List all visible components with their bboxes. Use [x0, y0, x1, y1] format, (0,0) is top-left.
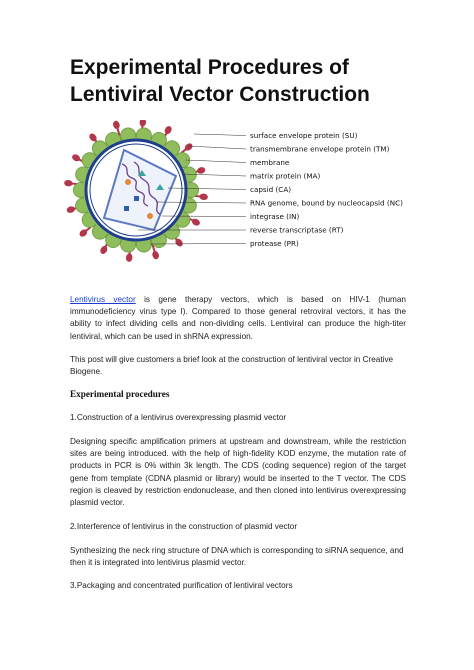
step-1-heading: 1.Construction of a lentivirus overexpressing plasmid vector [70, 413, 287, 422]
leader-line [186, 160, 246, 163]
surface-envelope-protein [199, 193, 208, 200]
surface-envelope-protein [196, 166, 206, 175]
step-3-heading: 3.Packaging and concentrated purification of lentiviral vectors [70, 581, 293, 590]
lentivirus-vector-link[interactable]: Lentivirus vector [70, 295, 136, 304]
surface-envelope-protein [112, 120, 121, 130]
intro-paragraph [70, 294, 406, 343]
surface-envelope-protein [64, 180, 73, 187]
intro-text: is gene therapy vectors, which is based on HIV-1 (human immunodeficiency virus type I). Compared to those general retroviral vectors, it has the ability to infect dividing cells and non-dividing cells. Lentiviral can produce the high-titer lentiviral, which can be used in shRNA expression. [70, 295, 406, 341]
protease-icon [147, 213, 153, 219]
leader-line [194, 134, 246, 136]
surface-envelope-protein [151, 250, 160, 260]
step-1-body: Designing specific amplification primers at upstream and downstream, while the restriction sites are being introduced. with the help of high-fidelity KOD enzyme, the mutation rate of products in PCR is 0% within 3k length. The CDS (coding sequence) region of the target gene from template (CDNA plasmid or library) would be inserted to the T vector. The CDS region is cleaved by restriction endonuclease, and then cloned into lentivirus overexpressing plasmid vector. [70, 437, 406, 508]
figure-label: reverse transcriptase (RT) [250, 225, 344, 235]
figure-label: transmembrane envelope protein (TM) [250, 144, 390, 154]
step-2-body: Synthesizing the neck ring structure of DNA which is corresponding to siRNA sequence, and then it is integrated into lentivirus plasmid vector. [70, 546, 404, 568]
figure-label: RNA genome, bound by nucleocapsid (NC) [250, 198, 403, 208]
reverse-transcriptase-icon [124, 206, 129, 211]
step-2-heading: 2.Interference of lentivirus in the construction of plasmid vector [70, 522, 298, 531]
figure-label: capsid (CA) [250, 185, 292, 194]
leader-line [188, 146, 246, 149]
page-title [70, 54, 410, 108]
protease-icon [125, 179, 131, 185]
figure-label: membrane [250, 158, 290, 167]
figure-label: matrix protein (MA) [250, 171, 321, 181]
title-line-1: Experimental Procedures of [70, 56, 349, 79]
reverse-transcriptase-icon [134, 196, 139, 201]
figure-label: integrase (IN) [250, 212, 300, 221]
figure-labels [250, 131, 403, 248]
surface-envelope-protein [71, 153, 81, 163]
section-heading: Experimental procedures [70, 389, 170, 399]
surface-envelope-protein [66, 205, 76, 214]
surface-envelope-protein [191, 217, 201, 227]
surface-envelope-protein [99, 245, 109, 255]
lentivirus-diagram [64, 120, 424, 280]
post-paragraph: This post will give customers a brief look at the construction of lentiviral vector in Creative Biogene. [70, 355, 394, 377]
surface-envelope-protein [163, 125, 173, 135]
surface-envelope-protein [139, 120, 146, 127]
title-line-2: Lentiviral Vector Construction [70, 83, 370, 106]
figure-label: protease (PR) [250, 239, 299, 248]
figure-label: surface envelope protein (SU) [250, 131, 358, 140]
surface-envelope-protein [126, 253, 133, 262]
